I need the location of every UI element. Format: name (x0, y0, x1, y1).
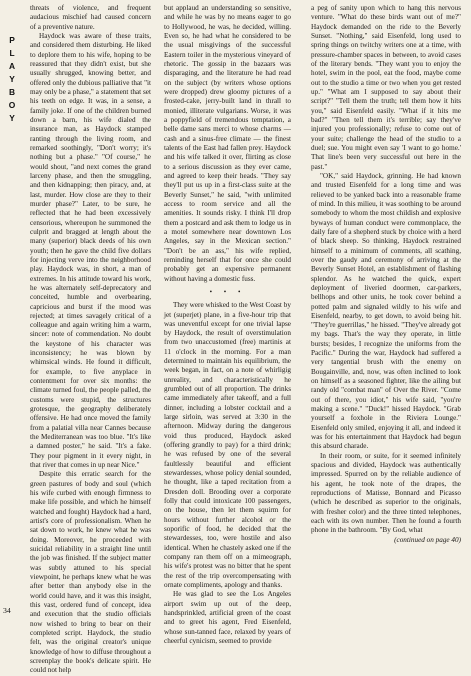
paragraph: They were whisked to the West Coast by jet (superjet) plane, in a five-hour trip that was uneventful except for one trivial lapse by Haydock, the result of overstimulation from two unaccustomed (free) martinis at 11 o'clock in the morning. For a man determined to maintain his equilibrium, the week began, in fact, on a note of whirligig unreality, and characteristically he grumbled out of all proportion. The drinks came immediately after takeoff, and a full dinner, including a lobster cocktail and a large sirloin, was served at 3:30 in the afternoon. Midway during the dangerous void thus produced, Haydock asked (offering grandly to pay) for a third drink; he was refused by one of the several faultlessly beautiful and efficient stewardesses, whose policy denial sounded, he thought, like a taped recitation from a Dresden doll. Brooding over a corporate folly that could intoxicate 100 passengers, on the house, then let them squirm for hours without further alcohol or the soporific of food, he decided that the stewardesses, too, were hostile and also identical. When he chastely asked one if the company ran them off on a mimeograph, his wife's protest was no bitter that he spent the rest of the trip overcompensating with ornate compliments, apology and thanks. (164, 301, 291, 590)
paragraph: a peg of sanity upon which to hang this nervous venture. "What do these birds want out of me?" Haydock demanded on the ride to the Beverly Sunset. "Nothing," said Eisenfeld, long used to spring things on twitchy writers one at a time, with pressure-chamber spaces in between, to avoid cases of the literary bends. "They want you to enjoy the hotel, swim in the pool, eat the food, maybe come out to the studio a time or two when you get rested up." "What am I supposed to say about their script?" "Tell them the truth; tell them how it hits you," said Eisenfeld easily. "What if it hits me bad?" "Then tell them it's terrible; say they've injured you professionally; refuse to come out of your suite; challenge the head of the studio to a duel; sue. You might even say 'I want to go home.' That line's been very successful out here in the past." (311, 4, 461, 171)
text-column-3 (311, 4, 461, 545)
paragraph: Despite this erratic search for the green pastures of body and soul (which his wife curbed with enough firmness to make life possible, and which he himself watched and fought) Haydock had a hard, artist's core of professionalism. When he sat down to work, he knew what he was doing. Moreover, he proceeded with suicidal reliability in a straight line until the job was finished. If the subject matter was subtly attuned to his special viewpoint, he perhaps knew what he was after better than anybody else in the world could have, and it was this insight, this vast, ordered fund of concept, idea and execution that the studio officials now wished to bring to bear on their completed script. Haydock, the studio felt, was the original creator's unique knowledge of how to diffuse throughout a screenplay the book's delicate spirit. He could not help (30, 470, 151, 675)
page-number: 34 (3, 606, 11, 615)
masthead-letter: B (8, 87, 16, 97)
section-divider: • • • (209, 287, 246, 296)
paragraph: He was glad to see the Los Angeles airport swim up out of the deep, handsprinkled, artificial green of the coast and to greet his agent, Fred Eisenfeld, whose sun-tanned face, relaxed by years of cheerful cynicism, seemed to provide (164, 590, 291, 645)
paragraph: Haydock was aware of these traits, and considered them disturbing. He liked to deplore them to his wife, hoping to be reassured that they didn't exist, but she usually shrugged, knowing better, and offered only the dubious palliative that "it may only be a phase," a statement that set his teeth on edge. It was, in a sense, a family joke. If one of the children burned down a barn, his wife dialed the insurance man, as Haydock stamped ranting through the living room, and remarked soothingly, "Don't worry; it's nothing but a phase." "Of course," he would shout, "and next comes the grand larceny phase, and then the smuggling, and then kidnapping; then piracy, and, at last, murder. How close are they to their murder phase?" Later, to be sure, he reflected that he had been excessively censorious, whereupon he summoned the culprit and bragged at length about the many (superior) black deeds of his own youth; then he gave the child five dollars for injecting verve into the neighborhood play. Haydock was, in short, a man of extremes. In his attitude toward his work, he was alternately self-deprecatory and conceited, humble and overbearing, capricious and burst if the mood was rejected; at times savagely critical of a colleague and again writing him a warm, sincer: note of commendation. No doubt the keystone of his character was inconsistency; he was blown by whimsical winds. He found it difficult, for example, to five anyplace in contentment for over six months: the climate turned foul, the people palled, the customs were stupid, the structures grotesque, the geography deliberately offensive. He had once moved the family from a palatial villa near Cannes because the Mediterranean was too blue. "It's like a damned poster," he said. "It's a fake. They pour pigment in it every night, in that river that comes in up near Nice." (30, 31, 151, 470)
masthead-letter: A (8, 61, 16, 71)
text-column-1 (30, 4, 151, 676)
magazine-masthead (4, 34, 20, 125)
paragraph: "OK," said Haydock, grinning. He had known and trusted Eisenfeld for a long time and was relieved to be yanked back into a reasonable frame of mind. In this milieu, it was soothing to be around somebody to whom the most childish and explosive byways of human conduct were commonplace, the daily fare of a shepherd stuck by choice with a herd of black sheep. So thinking, Haydock restrained himself to a minimum of comments, all scathing, over the gaudy and ceremony of arriving at the Beverly Sunset Hotel, an establishment of flashing splendor. As he watched the quick, expert deployment of liveried doormen, car-parkers, bellhops and other units, he took cover behind a potted palm and signaled wildly to his wife and Eisenfeld, nearby, to get down, to avoid being hit. "They're guerrillas," he hissed. "They've already got my bags. That's the way they operate, in little bursts; besides, I recognize the uniforms from the Pacific." During the war, Haydock had suffered a very tangential brush with the enemy on Bougainville, and, now, was often inclined to look on himself as a seasoned fighter, like the ailing but randy old "combat man" of Over the River. "Come out of there, you idiot," his wife said, "you're making a scene." "Duck!" hissed Haydock. "Grab yourself a foxhole in the Riviera Lounge." Eisenfeld only smiled, enjoying it all, and indeed it was for his entertainment that Haydock had begun this absurd charade. (311, 171, 461, 451)
masthead-letter: P (9, 35, 15, 45)
text-column-2 (164, 4, 291, 646)
masthead-letter: Y (9, 113, 15, 123)
masthead-letter: O (8, 100, 16, 110)
masthead-letter: L (9, 48, 15, 58)
paragraph: threats of violence, and frequent audacious mischief had caused concern of a preventive nature. (30, 4, 151, 31)
continued-note: (continued on page 40) (394, 535, 461, 544)
paragraph: In their room, or suite, for it seemed infinitely spacious and divided, Haydock was authentically impressed. Spurred on by the reliable audience of his agent, he took note of the drapes, the reproductions of Matisse, Bonnard and Picasso (which he described as superior to the originals, with fresher color) and the three tinted telephones, each with its own number. Then he found a fourth phone in the bathroom. "By God, what (311, 451, 461, 535)
paragraph: but applaud an understanding so sensitive, and while he was by no means eager to go to Hollywood, he was, he decided, willing. Even so, he had what he considered to be the usual misgivings of the successful Eastern toiler in the mysterious vineyard of rhetoric. The gossip in the bazaars was disparaging, and the literature he had read on the subject (by writers whose options were dropped) drew gloomy pictures of a frosted-cake, jerry-built land in thrall to monied, illiterate vulgarians. Worse, it was a poppyfield of tremendous temptation, a belle dame sans merci to whose charms — cash and a sinus-free climate — the finest talents of the East had fallen prey. Haydock and his wife talked it over, flirting as close to a serious discussion as they ever came, and agreed to keep their heads. "They say they'll put us up in a first-class suite at the Beverly Sunset," he said, "with unlimited access to room service and all the amenities. It sounds risky. I think I'll drop them a postcard and ask them to lodge us in a motel somewhere near downtown Los Angeles, say in the Mexican section." "Don't be an ass," his wife replied, reminding herself that for once she could probably get an expensive permanent without having a domestic fuss. (164, 4, 291, 283)
masthead-letter: Y (9, 74, 15, 84)
